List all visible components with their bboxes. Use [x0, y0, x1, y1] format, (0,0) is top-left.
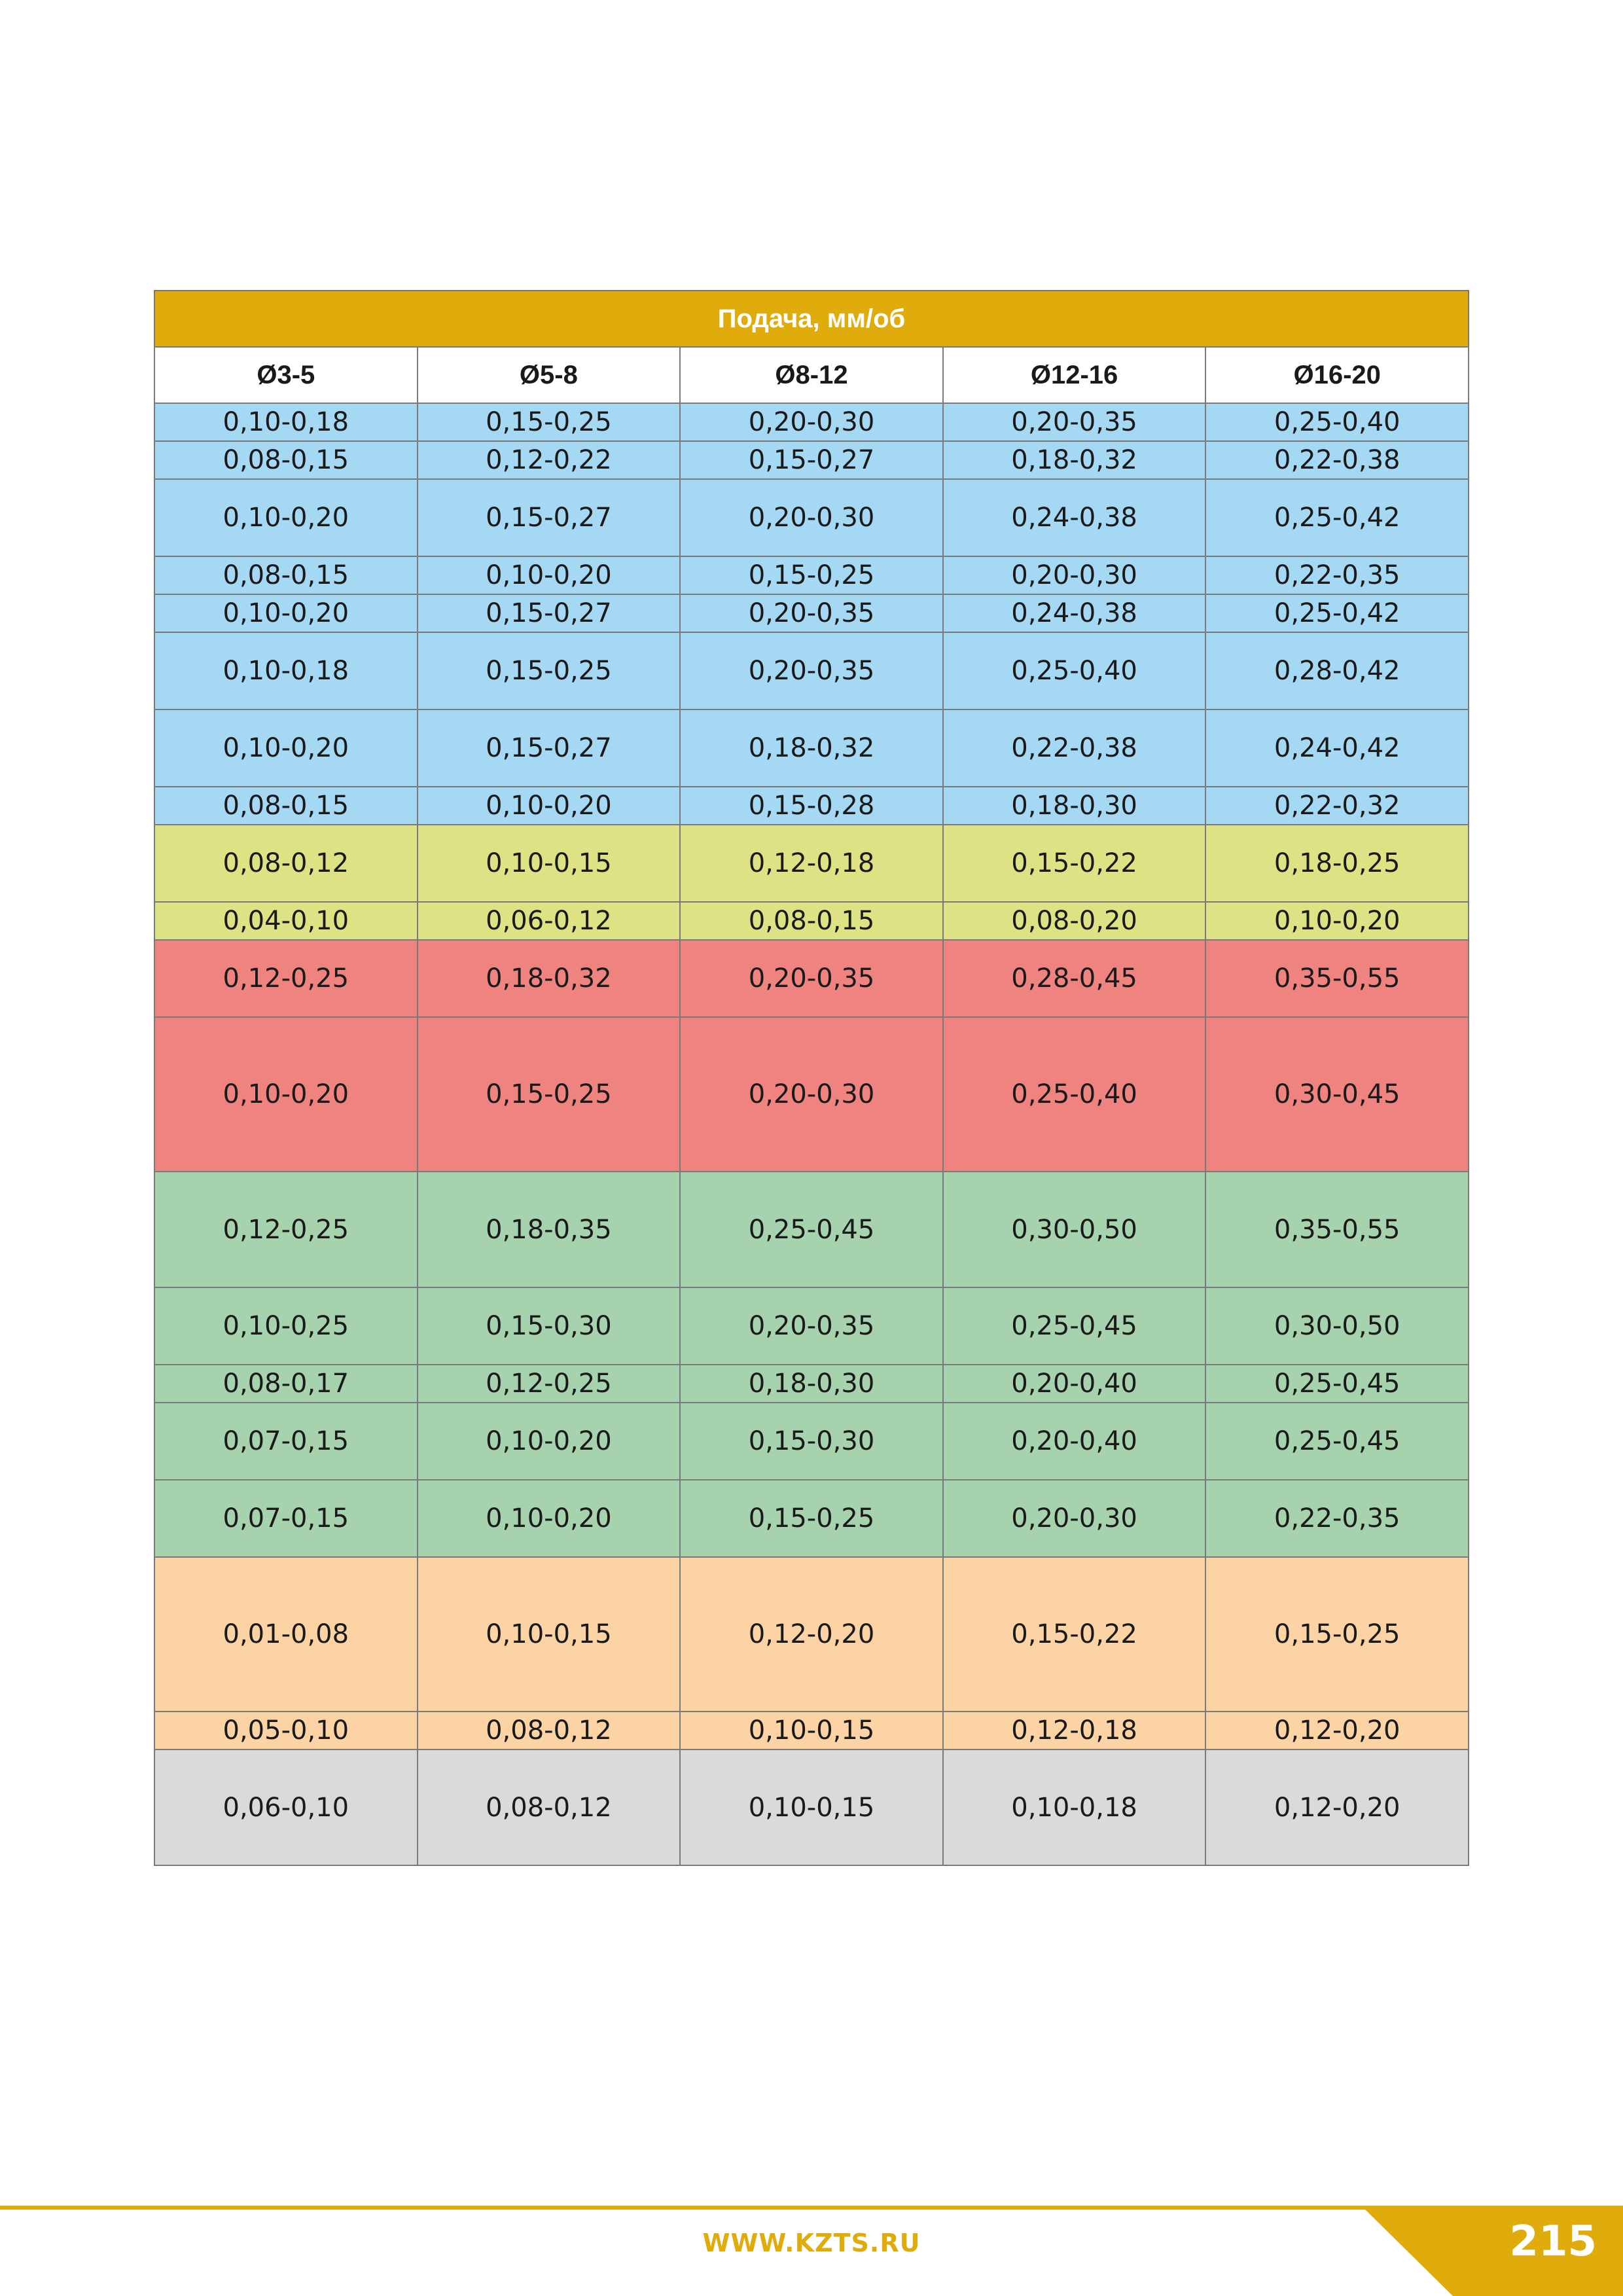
feed-value-cell: 0,01-0,08 [154, 1557, 418, 1712]
feed-value-cell: 0,15-0,30 [680, 1403, 943, 1480]
feed-value-cell: 0,10-0,20 [418, 1403, 681, 1480]
feed-value-cell: 0,10-0,20 [154, 709, 418, 787]
feed-value-cell: 0,15-0,25 [418, 403, 681, 441]
feed-value-cell: 0,12-0,25 [418, 1365, 681, 1403]
feed-value-cell: 0,15-0,25 [680, 1480, 943, 1557]
feed-value-cell: 0,10-0,20 [418, 787, 681, 825]
feed-value-cell: 0,25-0,45 [943, 1287, 1206, 1365]
feed-value-cell: 0,20-0,40 [943, 1365, 1206, 1403]
feed-value-cell: 0,24-0,42 [1205, 709, 1469, 787]
feed-value-cell: 0,08-0,12 [418, 1749, 681, 1865]
feed-value-cell: 0,15-0,22 [943, 1557, 1206, 1712]
feed-value-cell: 0,15-0,27 [418, 594, 681, 632]
feed-value-cell: 0,22-0,35 [1205, 1480, 1469, 1557]
feed-value-cell: 0,20-0,30 [680, 1017, 943, 1172]
feed-value-cell: 0,10-0,20 [418, 556, 681, 594]
feed-value-cell: 0,25-0,45 [680, 1172, 943, 1287]
feed-value-cell: 0,28-0,45 [943, 940, 1206, 1017]
feed-value-cell: 0,20-0,35 [680, 940, 943, 1017]
feed-value-cell: 0,10-0,20 [154, 1017, 418, 1172]
feed-value-cell: 0,10-0,20 [154, 479, 418, 556]
table-row [154, 1365, 1469, 1403]
table-row [154, 1172, 1469, 1287]
feed-value-cell: 0,20-0,30 [943, 1480, 1206, 1557]
column-header: Ø8-12 [680, 347, 943, 403]
feed-value-cell: 0,12-0,18 [680, 825, 943, 902]
column-header: Ø16-20 [1205, 347, 1469, 403]
feed-value-cell: 0,10-0,25 [154, 1287, 418, 1365]
feed-value-cell: 0,15-0,25 [680, 556, 943, 594]
feed-value-cell: 0,10-0,18 [154, 632, 418, 709]
feed-value-cell: 0,12-0,20 [1205, 1749, 1469, 1865]
table-row [154, 1287, 1469, 1365]
table-row [154, 902, 1469, 940]
feed-value-cell: 0,15-0,28 [680, 787, 943, 825]
feed-value-cell: 0,15-0,30 [418, 1287, 681, 1365]
feed-value-cell: 0,05-0,10 [154, 1712, 418, 1749]
feed-value-cell: 0,12-0,20 [1205, 1712, 1469, 1749]
feed-value-cell: 0,15-0,27 [418, 709, 681, 787]
feed-value-cell: 0,20-0,35 [680, 594, 943, 632]
table-row [154, 594, 1469, 632]
table-row [154, 1017, 1469, 1172]
feed-value-cell: 0,30-0,50 [943, 1172, 1206, 1287]
feed-value-cell: 0,24-0,38 [943, 479, 1206, 556]
table-row [154, 1403, 1469, 1480]
feed-value-cell: 0,25-0,42 [1205, 479, 1469, 556]
feed-value-cell: 0,15-0,25 [418, 632, 681, 709]
feed-value-cell: 0,25-0,45 [1205, 1365, 1469, 1403]
feed-value-cell: 0,18-0,30 [680, 1365, 943, 1403]
feed-value-cell: 0,22-0,32 [1205, 787, 1469, 825]
table-row [154, 825, 1469, 902]
feed-value-cell: 0,06-0,12 [418, 902, 681, 940]
table-row [154, 479, 1469, 556]
table-title-row [154, 291, 1469, 347]
column-header: Ø5-8 [418, 347, 681, 403]
feed-value-cell: 0,08-0,17 [154, 1365, 418, 1403]
table-body [154, 403, 1469, 1865]
feed-value-cell: 0,10-0,20 [418, 1480, 681, 1557]
feed-value-cell: 0,10-0,15 [680, 1749, 943, 1865]
feed-value-cell: 0,10-0,18 [943, 1749, 1206, 1865]
table-row [154, 441, 1469, 479]
feed-value-cell: 0,30-0,50 [1205, 1287, 1469, 1365]
feed-value-cell: 0,12-0,25 [154, 1172, 418, 1287]
feed-value-cell: 0,20-0,30 [680, 403, 943, 441]
feed-value-cell: 0,12-0,18 [943, 1712, 1206, 1749]
table-row [154, 1712, 1469, 1749]
feed-value-cell: 0,25-0,40 [943, 632, 1206, 709]
table-row [154, 1557, 1469, 1712]
table-row [154, 709, 1469, 787]
feed-value-cell: 0,15-0,22 [943, 825, 1206, 902]
feed-value-cell: 0,25-0,45 [1205, 1403, 1469, 1480]
feed-value-cell: 0,20-0,35 [680, 632, 943, 709]
column-header: Ø3-5 [154, 347, 418, 403]
feed-value-cell: 0,08-0,15 [154, 441, 418, 479]
feed-value-cell: 0,20-0,30 [680, 479, 943, 556]
feed-value-cell: 0,30-0,45 [1205, 1017, 1469, 1172]
feed-value-cell: 0,28-0,42 [1205, 632, 1469, 709]
table-row [154, 632, 1469, 709]
feed-value-cell: 0,22-0,38 [943, 709, 1206, 787]
feed-value-cell: 0,08-0,12 [154, 825, 418, 902]
feed-value-cell: 0,12-0,20 [680, 1557, 943, 1712]
table-row [154, 1480, 1469, 1557]
feed-value-cell: 0,18-0,25 [1205, 825, 1469, 902]
feed-value-cell: 0,15-0,25 [1205, 1557, 1469, 1712]
feed-value-cell: 0,22-0,35 [1205, 556, 1469, 594]
feed-value-cell: 0,08-0,15 [680, 902, 943, 940]
feed-value-cell: 0,04-0,10 [154, 902, 418, 940]
column-header: Ø12-16 [943, 347, 1206, 403]
feed-value-cell: 0,06-0,10 [154, 1749, 418, 1865]
feed-value-cell: 0,35-0,55 [1205, 940, 1469, 1017]
feed-value-cell: 0,15-0,27 [418, 479, 681, 556]
feed-value-cell: 0,18-0,32 [943, 441, 1206, 479]
feed-value-cell: 0,07-0,15 [154, 1480, 418, 1557]
feed-value-cell: 0,15-0,25 [418, 1017, 681, 1172]
website-url: WWW.KZTS.RU [702, 2229, 921, 2257]
feed-value-cell: 0,08-0,20 [943, 902, 1206, 940]
feed-value-cell: 0,10-0,15 [418, 825, 681, 902]
feed-value-cell: 0,10-0,15 [418, 1557, 681, 1712]
feed-value-cell: 0,22-0,38 [1205, 441, 1469, 479]
feed-value-cell: 0,20-0,35 [680, 1287, 943, 1365]
table-row [154, 403, 1469, 441]
feed-value-cell: 0,35-0,55 [1205, 1172, 1469, 1287]
table-row [154, 787, 1469, 825]
table-header-row [154, 347, 1469, 403]
feed-rate-table [154, 290, 1469, 1866]
feed-value-cell: 0,10-0,15 [680, 1712, 943, 1749]
feed-value-cell: 0,08-0,12 [418, 1712, 681, 1749]
feed-value-cell: 0,08-0,15 [154, 556, 418, 594]
feed-value-cell: 0,10-0,20 [154, 594, 418, 632]
table-title: Подача, мм/об [154, 291, 1469, 347]
feed-value-cell: 0,07-0,15 [154, 1403, 418, 1480]
feed-value-cell: 0,18-0,32 [418, 940, 681, 1017]
feed-value-cell: 0,25-0,40 [943, 1017, 1206, 1172]
page-number: 215 [1509, 2217, 1597, 2266]
feed-value-cell: 0,10-0,18 [154, 403, 418, 441]
feed-value-cell: 0,20-0,35 [943, 403, 1206, 441]
feed-value-cell: 0,20-0,30 [943, 556, 1206, 594]
feed-value-cell: 0,10-0,20 [1205, 902, 1469, 940]
table-row [154, 556, 1469, 594]
feed-value-cell: 0,18-0,30 [943, 787, 1206, 825]
table-row [154, 1749, 1469, 1865]
feed-value-cell: 0,12-0,22 [418, 441, 681, 479]
feed-value-cell: 0,20-0,40 [943, 1403, 1206, 1480]
feed-value-cell: 0,15-0,27 [680, 441, 943, 479]
feed-value-cell: 0,25-0,42 [1205, 594, 1469, 632]
feed-value-cell: 0,25-0,40 [1205, 403, 1469, 441]
table-row [154, 940, 1469, 1017]
feed-value-cell: 0,08-0,15 [154, 787, 418, 825]
feed-value-cell: 0,18-0,32 [680, 709, 943, 787]
feed-value-cell: 0,12-0,25 [154, 940, 418, 1017]
feed-value-cell: 0,24-0,38 [943, 594, 1206, 632]
feed-value-cell: 0,18-0,35 [418, 1172, 681, 1287]
